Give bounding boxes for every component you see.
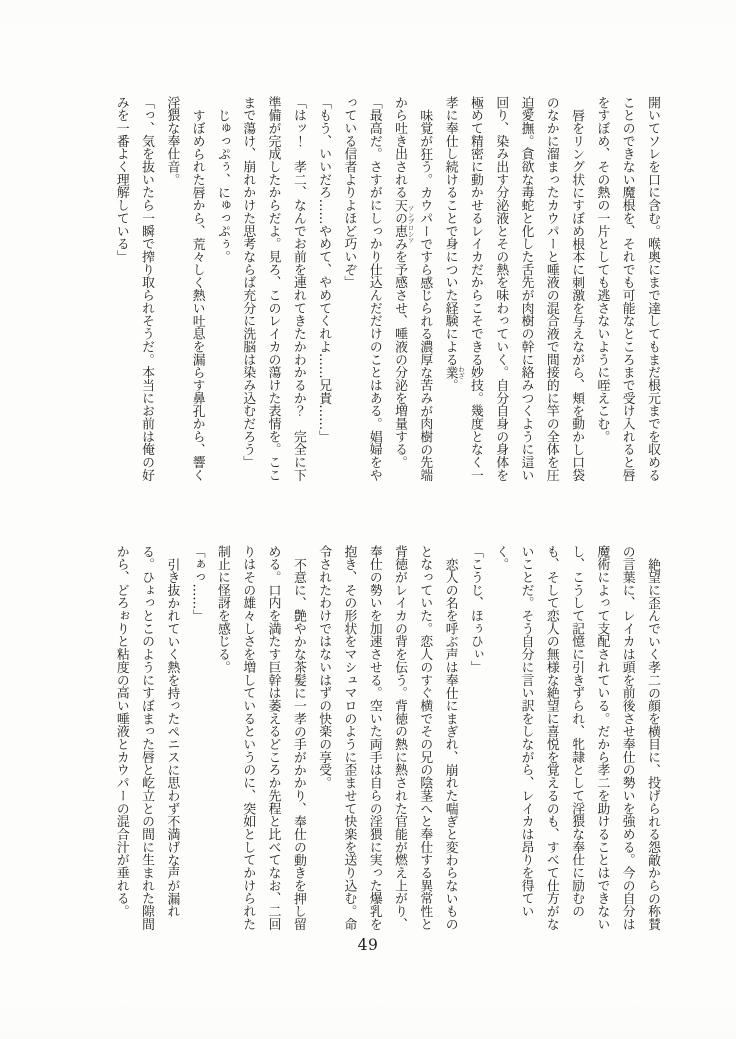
paragraph: 「っ、気を抜いたら一瞬で搾り取られそうだ。本当にお前は俺の好みを一番よく理解している」 — [113, 96, 155, 482]
paragraph: 唇をリング状にすぼめ根本に刺激を与えながら、頬を動かし口袋のなかに溜まったカウパーと唾液の混合液で間接的に竿の全体を圧迫愛撫。貪欲な毒蛇と化した舌先が肉樹の幹に絡みつくように這い回り、染み出す分泌液とその熱を味わっていく。自分自身の身体を極めて精密に動かせるレイカだからこそできる妙技。幾度となく一孝に奉仕し続けることで身についた経験による業 わざ。 — [442, 96, 585, 482]
paragraph: すぼめられた唇から、荒々しく熱い吐息を漏らす鼻孔から、響く淫猥な奉仕音。 — [164, 96, 205, 482]
paragraph: じゅっぷぅ、にゅっぷぅ。 — [214, 108, 230, 263]
paragraph: 恋人の名を呼ぶ声は奉仕にまぎれ、崩れた喘ぎと変わらないものとなっていた。恋人のすぐ横でその兄の陰茎へと奉仕する異常性と背徳がレイカの背を伝う。背徳の熱に熱された官能が燃え上がり、奉仕の勢いを加速させる。空いた両手は自らの淫猥に実った爆乳を抱き、その形状をマシュマロのように歪ませて快楽を送り込む。命令されたわけではないはずの快楽の享受。 — [316, 545, 458, 931]
paragraph: 開いてソレを口に含む。喉奥にまで達してもまだ根元までを収めることのできない魔根を、それでも可能なところまで受け入れると唇をすぼめ、その熱の一片としても逃さないように咥えこむ。 — [594, 96, 660, 482]
paragraph: 「最高だ。さすがにしっかり仕込んだだけのことはある。娼婦をやっている信者よりよほど巧いぞ」 — [341, 96, 382, 482]
paragraph: 不意に、艶やかな茶髪に一孝の手がかかり、奉仕の動きを押し留める。口内を満たす巨幹は萎えるどころか先程と比べてなお、二回りはその雄々しさを増しているというのに、突如としてかけられた制止に怪訝を感じる。 — [214, 545, 306, 931]
furigana-ruby: 天の恵み アンブロシア — [392, 198, 415, 251]
paragraph: 「はッ！ 孝二、なんでお前を連れてきたかわかるか？ 完全に下準備が完成したからだよ。見ろ、このレイカの蕩けた表情を。ここまで蕩け、崩れかけた思考ならば充分に洗脳は染み込むだろう」 — [240, 96, 306, 482]
paragraph: 「こうじ、ほぅひぃ」 — [467, 545, 483, 674]
text-block-top — [108, 96, 665, 483]
paragraph: 「もう、いいだろ……やめて、やめてくれよ……兄貴……」 — [316, 96, 332, 443]
furigana-text: わざ — [457, 365, 466, 379]
furigana-text: アンブロシア — [406, 198, 415, 251]
page-number: 49 — [357, 936, 379, 954]
paragraph: 「ぁっ……」 — [189, 545, 205, 623]
furigana-ruby: 業 わざ — [442, 365, 466, 379]
paragraph: 味覚が狂う。カウパーですら感じられる濃厚な苦みが肉樹の先端から吐き出される天の恵み アンブロシアを予感させ、唾液の分泌を増量する。 — [392, 96, 433, 482]
paragraph: 引き抜かれていく熱を持ったペニスに思わず不満げな声が漏れる。ひょっとこのようにすぼまった唇と屹立との間に生まれた隙間から、どろぉりと粘度の高い唾液とカウパーの混合汁が垂れる。 — [113, 545, 180, 931]
paragraph: 絶望に歪んでいく孝二の顔を横目に、投げられる怨敵からの称賛の言葉に、レイカは頭を前後させ奉仕の勢いを強める。今の自分は魔術によって支配されている。だから孝二を助けることはできないし、こうして記憶に引きずられ、牝隷として淫猥な奉仕に励むのも、そして恋人の無様な絶望に喜悦を覚えるのも、すべて仕方がないことだ。そう自分に言い訳をしながら、レイカは昂りを得ていく。 — [493, 545, 660, 931]
text-block-bottom — [108, 545, 665, 932]
